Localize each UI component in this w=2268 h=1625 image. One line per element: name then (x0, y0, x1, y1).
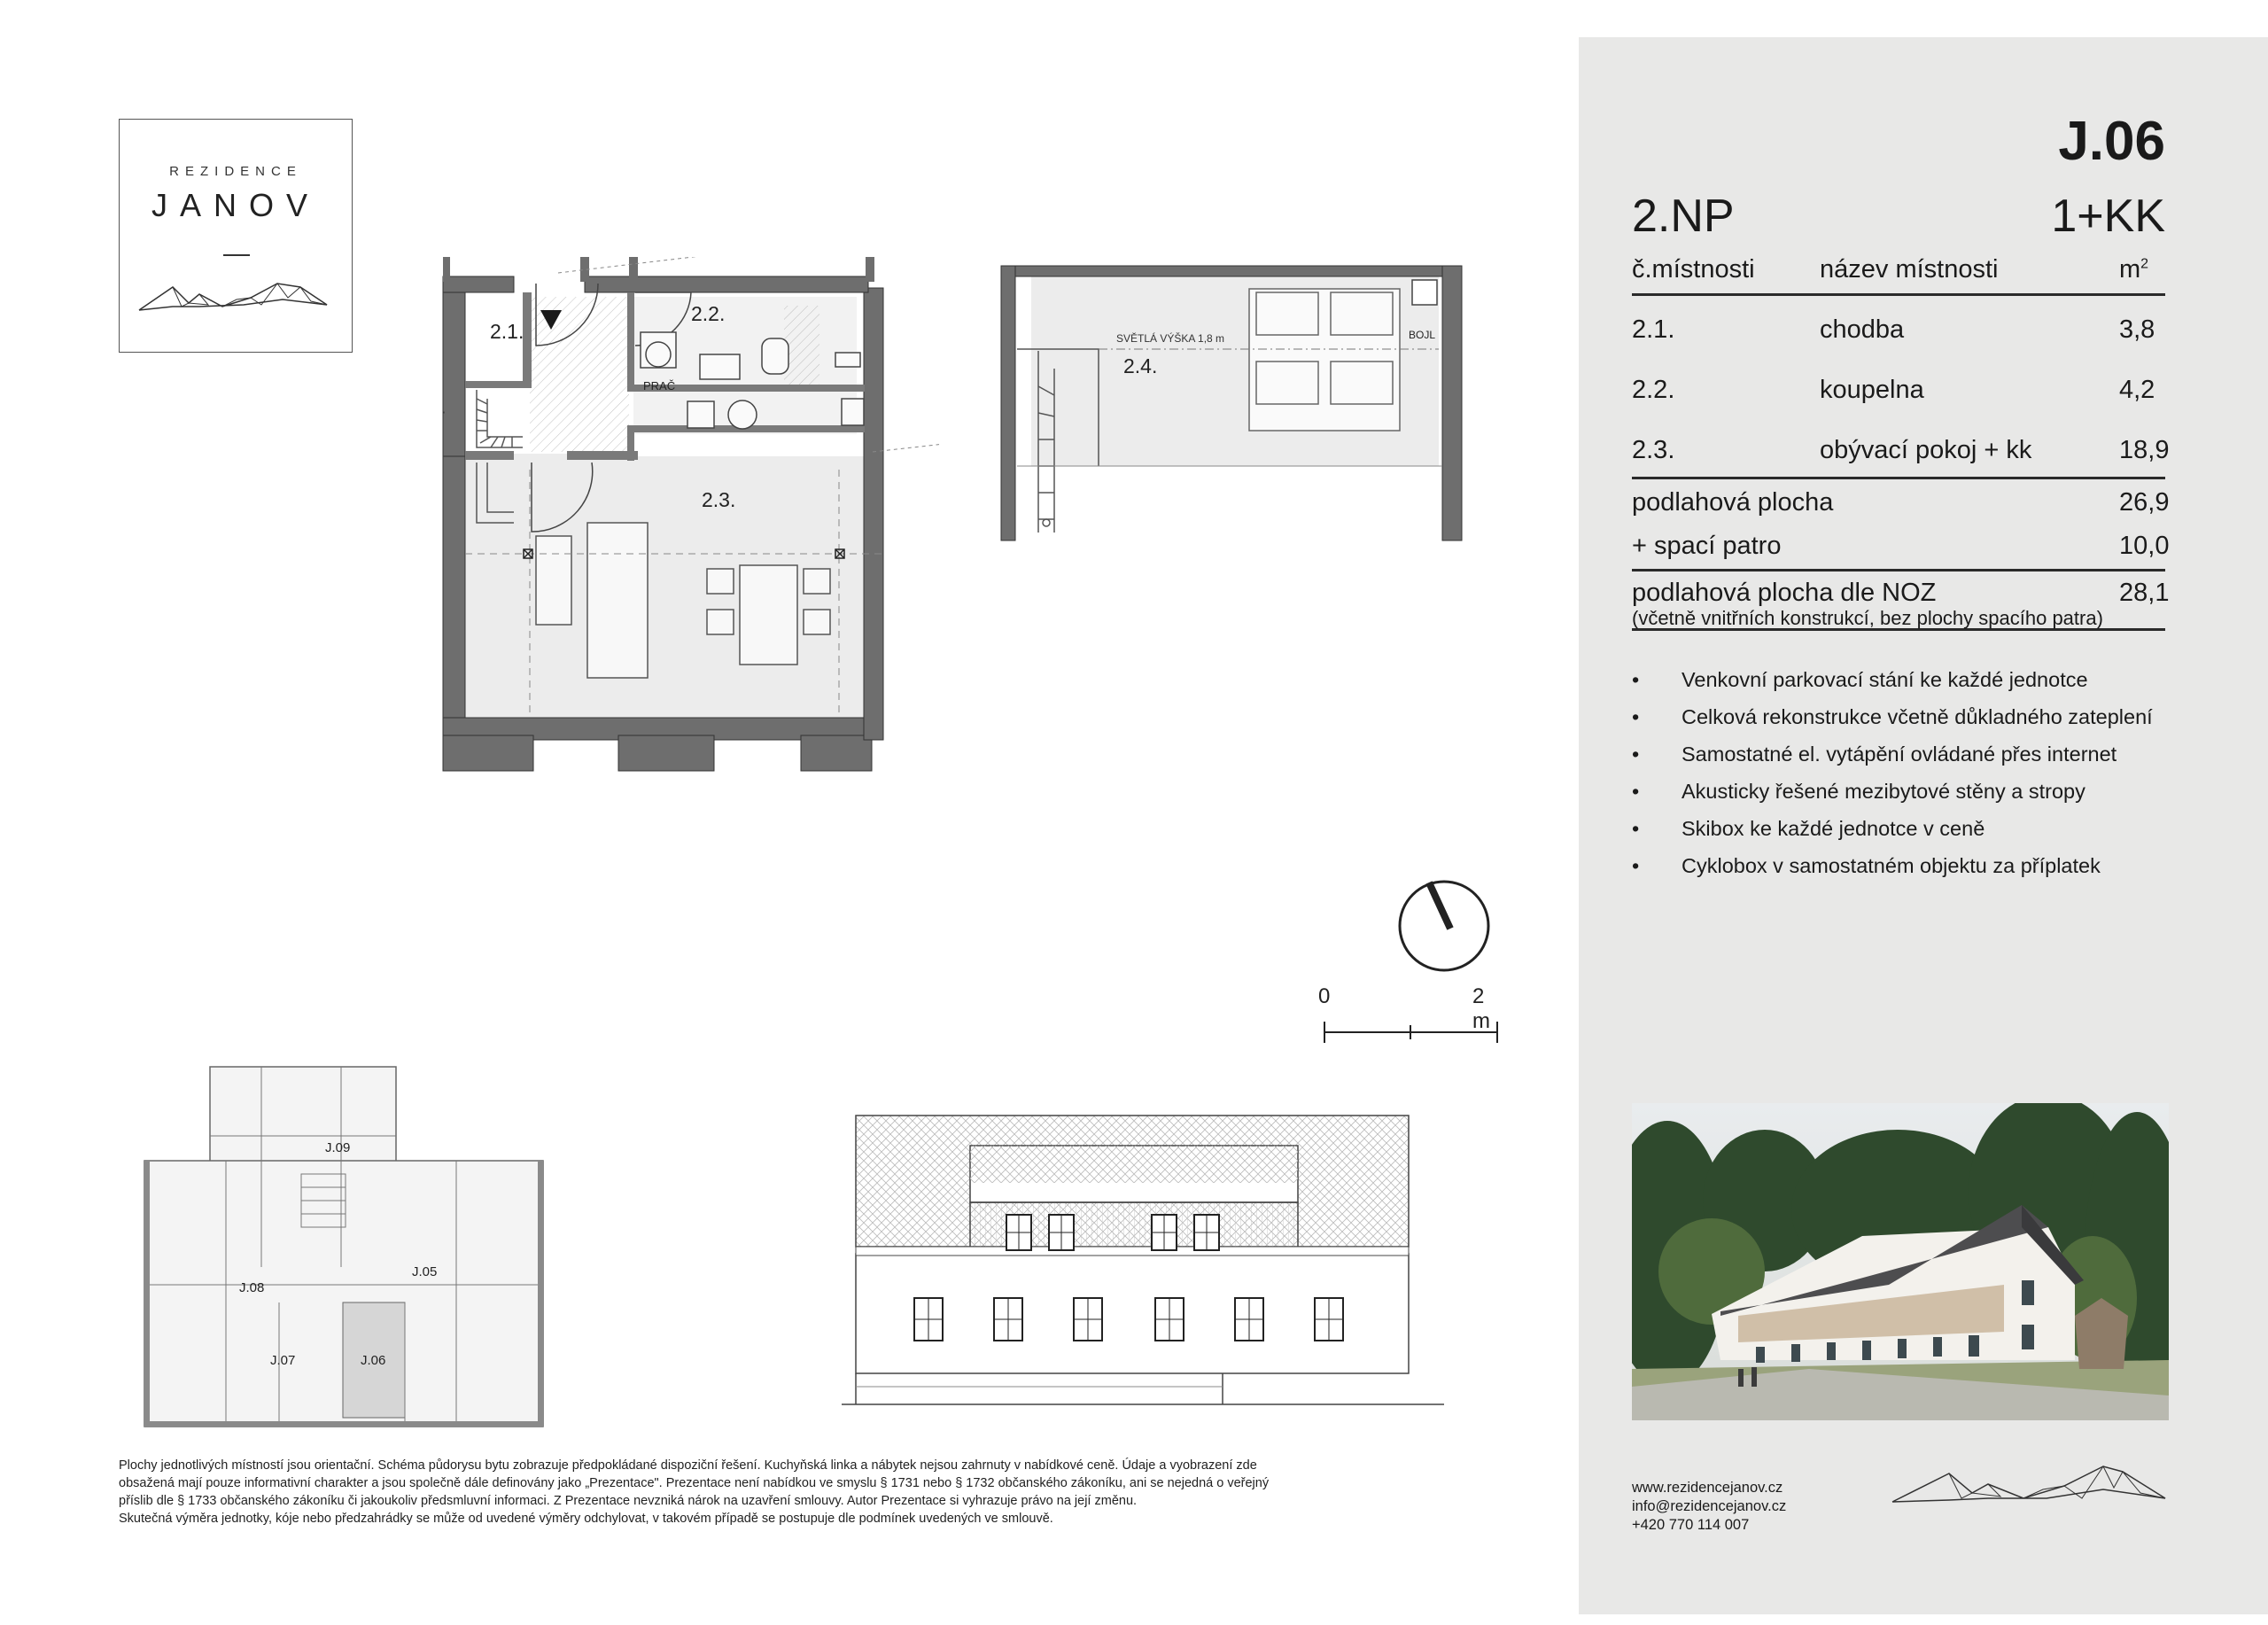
disclaimer-line: Skutečná výměra jednotky, kóje nebo předzahrádky se může od uvedené výměry odchylovat, v takovém případě se postupuje dle podmínek uvedených ve smlouvě. (119, 1512, 1053, 1526)
logo-small-text: REZIDENCE (169, 164, 302, 179)
mini-unit-j05: J.05 (412, 1264, 438, 1279)
list-item (1632, 743, 2153, 780)
logo-title: JANOV (151, 187, 321, 223)
room-area: 4,2 (2119, 376, 2155, 404)
list-item (1632, 705, 2153, 743)
feature-text: Cyklobox v samostatném objektu za příplatek (1682, 854, 2101, 877)
header-area: $m^2$ (2119, 255, 2149, 284)
upper-level-plan (992, 262, 1471, 546)
bullet-icon: • (1632, 705, 1640, 728)
feature-text: Akusticky řešené mezibytové stěny a stropy (1682, 780, 2085, 803)
list-item (1632, 817, 2153, 854)
table-row (1632, 356, 2165, 416)
feature-text: Skibox ke každé jednotce v ceně (1682, 817, 1985, 840)
mini-unit-j06: J.06 (361, 1353, 386, 1368)
bullet-icon: • (1632, 817, 1640, 840)
bullet-icon: • (1632, 743, 1640, 766)
sleeping-level-label: + spací patro (1632, 532, 1782, 560)
bullet-icon: • (1632, 668, 1640, 691)
disclaimer-line: obsažená mají pouze informativní charakter a jsou společně dále definovány jako „Prezentace". Prezentace není nabídkou ve smyslu § 1731 nebo § 1732 občanského zákoníku, ani se nejedná o veřejný (119, 1476, 1270, 1490)
room-name: obývací pokoj + kk (1820, 436, 2032, 464)
noz-area-value: 28,1 (2119, 579, 2170, 607)
room-label-2-2: 2.2. (691, 302, 726, 325)
header-number: č.místnosti (1632, 255, 1755, 284)
info-panel (1579, 37, 2268, 1614)
room-label-2-3: 2.3. (702, 488, 736, 511)
list-item (1632, 668, 2153, 705)
room-area: 3,8 (2119, 315, 2155, 344)
mountain-icon (137, 275, 334, 312)
noz-area-row (1632, 569, 2170, 631)
room-number: 2.1. (1632, 315, 1675, 344)
scale-end-label: 2 m (1472, 984, 1490, 1033)
mini-unit-j07: J.07 (270, 1353, 296, 1368)
room-area: 18,9 (2119, 436, 2170, 464)
bullet-icon: • (1632, 780, 1640, 803)
disclaimer-line: příslib dle § 1733 občanského zákoníku či jakoukoliv předsmluvní informaci. Z Prezentace nevzniká nárok na uzavření smlouvy. Autor Prezentace si vyhrazuje právo na její změnu. (119, 1494, 1138, 1508)
room-label-2-4: 2.4. (1123, 354, 1158, 377)
logo-divider (223, 254, 250, 256)
feature-text: Celková rekonstrukce včetně důkladného zateplení (1682, 705, 2153, 728)
features-list (1632, 668, 2153, 891)
room-number: 2.3. (1632, 436, 1675, 464)
floor-area-value: 26,9 (2119, 488, 2170, 517)
feature-text: Samostatné el. vytápění ovládané přes internet (1682, 743, 2117, 766)
email-link[interactable]: info@rezidencejanov.cz (1632, 1498, 1787, 1514)
sleeping-level-value: 10,0 (2119, 532, 2170, 560)
mountain-icon (1891, 1459, 2174, 1505)
disclaimer-line: Plochy jednotlivých místností jsou orientační. Schéma půdorysu bytu zobrazuje předpokládané dispoziční řešení. Kuchyňská linka a nábytek nejsou zahrnuty v nabídkové ceně. Údaje a vyobrazení zde (119, 1458, 1257, 1473)
feature-text: Venkovní parkovací stání ke každé jednotce (1682, 668, 2088, 691)
list-item (1632, 854, 2153, 891)
washer-label: PRAČ (643, 379, 676, 393)
unit-id: J.06 (2058, 111, 2165, 172)
room-name: koupelna (1820, 376, 1924, 404)
bullet-icon: • (1632, 854, 1640, 877)
room-table (1632, 255, 2170, 631)
floor-area-row (1632, 477, 2170, 523)
mini-unit-j08: J.08 (239, 1280, 265, 1295)
contact-info (1632, 1479, 1786, 1535)
building-render-image (1632, 1103, 2169, 1420)
table-row (1632, 296, 2165, 356)
website-link[interactable]: www.rezidencejanov.cz (1632, 1480, 1783, 1496)
sleeping-level-row (1632, 523, 2170, 569)
scale-start-label: 0 (1318, 984, 1331, 1008)
layout-label: 1+KK (2051, 190, 2165, 242)
floor-plan (425, 257, 939, 984)
logo (119, 119, 353, 353)
disclaimer-text (119, 1457, 1536, 1528)
list-item (1632, 780, 2153, 817)
boiler-label: BOJL (1409, 329, 1436, 341)
clear-height-label: SVĚTLÁ VÝŠKA 1,8 m (1116, 332, 1225, 345)
table-row (1632, 416, 2170, 477)
room-name: chodba (1820, 315, 1905, 344)
noz-area-note: (včetně vnitřních konstrukcí, bez plochy spacího patra) (1632, 607, 2103, 629)
room-number: 2.2. (1632, 376, 1675, 404)
noz-area-label: podlahová plocha dle NOZ (1632, 579, 1937, 607)
building-floor-plan (137, 1063, 554, 1435)
floor-label: 2.NP (1632, 190, 1735, 242)
compass-icon (1395, 877, 1493, 975)
table-header (1632, 255, 2165, 296)
mini-unit-j09: J.09 (325, 1140, 351, 1155)
header-name: název místnosti (1820, 255, 1999, 284)
scale-line (1311, 1013, 1506, 1066)
phone-number: +420 770 114 007 (1632, 1517, 1750, 1533)
room-label-2-1: 2.1. (490, 320, 524, 343)
floor-area-label: podlahová plocha (1632, 488, 1834, 517)
building-elevation (842, 1112, 1444, 1413)
